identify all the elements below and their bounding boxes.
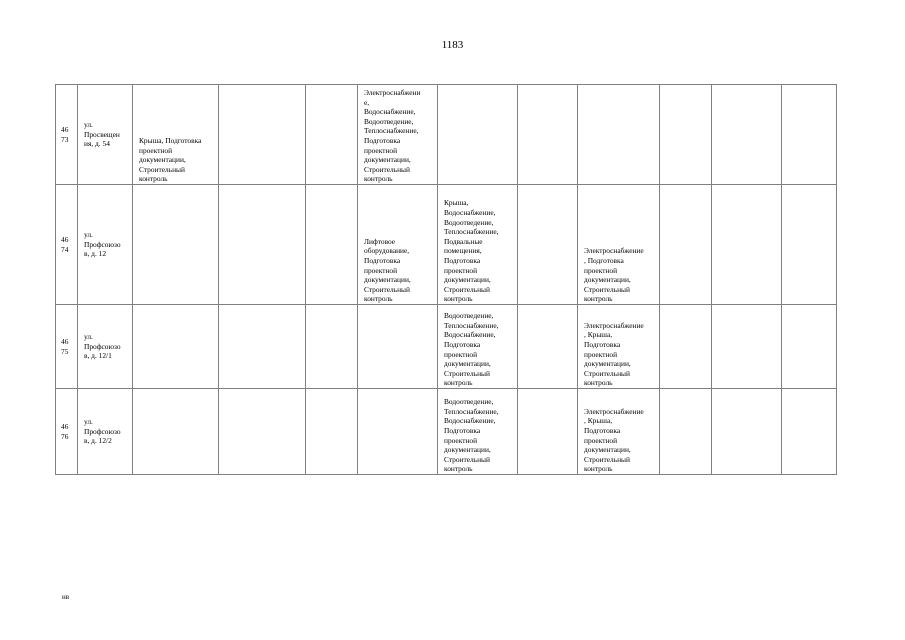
- work-type-cell-8: [660, 185, 712, 305]
- address-cell: [78, 305, 133, 389]
- cell-text: ул. Просвещен ия, д. 54: [84, 120, 120, 149]
- repair-schedule-table: [55, 84, 837, 475]
- work-type-cell-10: [782, 185, 837, 305]
- cell-text: 46 74: [61, 234, 69, 254]
- work-type-cell-2: [219, 185, 306, 305]
- work-type-cell-3: [306, 85, 358, 185]
- work-type-cell-8: [660, 85, 712, 185]
- work-type-cell-1: [133, 85, 219, 185]
- work-type-cell-4: [358, 185, 438, 305]
- work-type-cell-3: [306, 305, 358, 389]
- work-type-cell-1: [133, 185, 219, 305]
- work-type-cell-5: [438, 85, 518, 185]
- work-type-cell-7: [578, 85, 660, 185]
- work-type-cell-9: [712, 185, 782, 305]
- work-type-cell-1: [133, 389, 219, 475]
- address-cell: [78, 85, 133, 185]
- work-type-cell-2: [219, 305, 306, 389]
- work-type-cell-7: [578, 185, 660, 305]
- work-type-cell-8: [660, 305, 712, 389]
- cell-text: 46 73: [61, 124, 69, 144]
- cell-text: ул. Профсоюзо в, д. 12/2: [84, 417, 121, 446]
- work-type-cell-9: [712, 305, 782, 389]
- address-cell: [78, 185, 133, 305]
- cell-text: ул. Профсоюзо в, д. 12: [84, 230, 121, 259]
- work-type-cell-10: [782, 85, 837, 185]
- table-row: [56, 305, 837, 389]
- cell-text: 46 75: [61, 336, 69, 356]
- work-type-cell-4: [358, 85, 438, 185]
- work-type-cell-2: [219, 85, 306, 185]
- cell-text: Водоотведение, Теплоснабжение, Водоснабжение, Подготовка проектной документации, Строительный контроль: [444, 397, 499, 474]
- row-number-cell: [56, 85, 78, 185]
- work-type-cell-6: [518, 389, 578, 475]
- work-type-cell-6: [518, 185, 578, 305]
- cell-text: Электроснабжени e, Водоснабжение, Водоотведение, Теплоснабжение, Подготовка проектной документации, Строительный контроль: [364, 88, 421, 184]
- table-row: [56, 185, 837, 305]
- cell-text: 46 76: [61, 421, 69, 441]
- cell-text: Электроснабжение , Подготовка проектной документации, Строительный контроль: [584, 246, 644, 304]
- cell-text: Лифтовое оборудование, Подготовка проектной документации, Строительный контроль: [364, 236, 411, 304]
- work-type-cell-7: [578, 305, 660, 389]
- work-type-cell-4: [358, 305, 438, 389]
- work-type-cell-3: [306, 185, 358, 305]
- work-type-cell-9: [712, 389, 782, 475]
- row-number-cell: [56, 185, 78, 305]
- cell-text: Крыша, Водоснабжение, Водоотведение, Теплоснабжение, Подвальные помещения, Подготовка проектной документации, Строительный контроль: [444, 198, 499, 304]
- row-number-cell: [56, 389, 78, 475]
- work-type-cell-6: [518, 305, 578, 389]
- row-number-cell: [56, 305, 78, 389]
- work-type-cell-8: [660, 389, 712, 475]
- cell-text: Крыша, Подготовка проектной документации, Строительный контроль: [139, 136, 202, 184]
- footer-mark: нв: [62, 593, 70, 601]
- work-type-cell-9: [712, 85, 782, 185]
- page-number: 1183: [441, 39, 464, 51]
- work-type-cell-10: [782, 305, 837, 389]
- work-type-cell-5: [438, 389, 518, 475]
- table-row: [56, 85, 837, 185]
- work-type-cell-1: [133, 305, 219, 389]
- work-type-cell-10: [782, 389, 837, 475]
- cell-text: Водоотведение, Теплоснабжение, Водоснабжение, Подготовка проектной документации, Строительный контроль: [444, 311, 499, 388]
- work-type-cell-7: [578, 389, 660, 475]
- work-type-cell-3: [306, 389, 358, 475]
- cell-text: Электроснабжение , Крыша, Подготовка проектной документации, Строительный контроль: [584, 320, 644, 388]
- address-cell: [78, 389, 133, 475]
- cell-text: ул. Профсоюзо в, д. 12/1: [84, 332, 121, 361]
- work-type-cell-5: [438, 185, 518, 305]
- cell-text: Электроснабжение , Крыша, Подготовка проектной документации, Строительный контроль: [584, 406, 644, 474]
- work-type-cell-2: [219, 389, 306, 475]
- work-type-cell-5: [438, 305, 518, 389]
- table-row: [56, 389, 837, 475]
- work-type-cell-4: [358, 389, 438, 475]
- work-type-cell-6: [518, 85, 578, 185]
